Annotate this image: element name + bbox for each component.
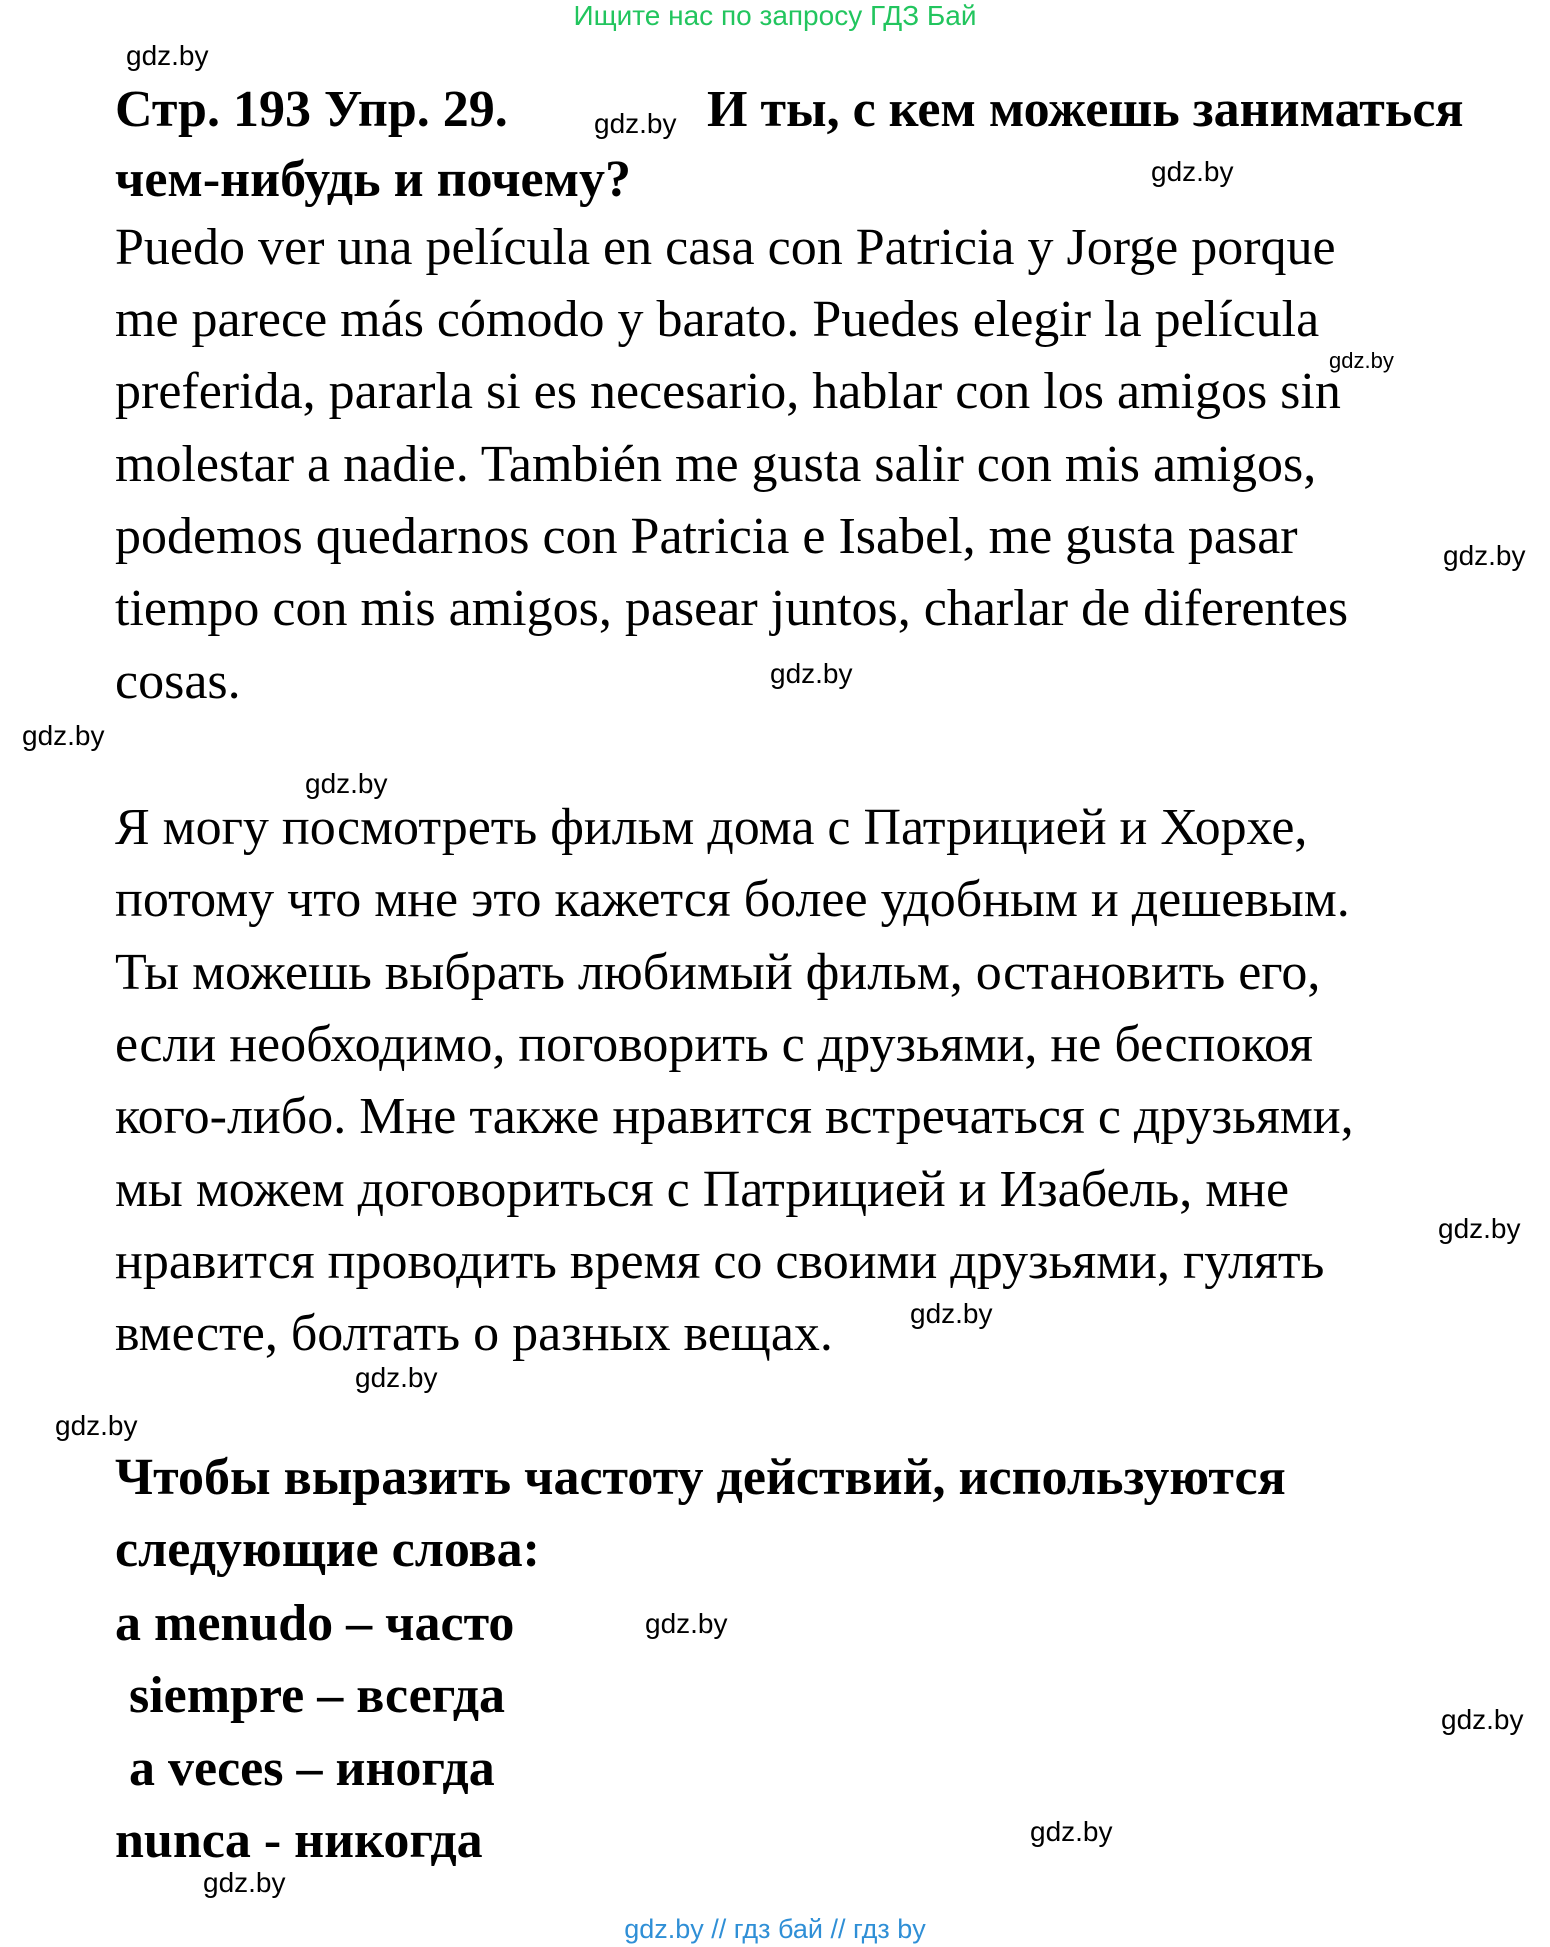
exercise-title bbox=[115, 81, 508, 138]
top-banner[interactable]: Ищите нас по запросу ГДЗ Бай bbox=[573, 0, 977, 31]
watermark: gdz.by bbox=[1441, 1704, 1524, 1735]
russian-line: Ты можешь выбрать любимый фильм, остановить его, bbox=[115, 944, 1321, 1001]
frequency-item: a menudo – часто bbox=[115, 1595, 515, 1652]
watermark: gdz.by bbox=[770, 658, 853, 689]
frequency-item: siempre – всегда bbox=[129, 1667, 506, 1724]
spanish-line: me parece más cómodo y barato. Puedes elegir la película bbox=[115, 291, 1320, 348]
russian-line: Я могу посмотреть фильм дома с Патрицией и Хорхе, bbox=[115, 799, 1308, 856]
russian-line: вместе, болтать о разных вещах. bbox=[115, 1305, 833, 1362]
watermark: gdz.by bbox=[1151, 156, 1234, 187]
watermark: gdz.by bbox=[1438, 1213, 1521, 1244]
watermark: gdz.by bbox=[355, 1362, 438, 1393]
russian-line: мы можем договориться с Патрицией и Изабель, мне bbox=[115, 1161, 1290, 1218]
russian-line: нравится проводить время со своими друзьями, гулять bbox=[115, 1233, 1325, 1290]
watermark: gdz.by bbox=[203, 1867, 286, 1898]
watermark: gdz.by bbox=[305, 768, 388, 799]
frequency-item: a veces – иногда bbox=[129, 1740, 495, 1797]
watermark: gdz.by bbox=[594, 108, 677, 139]
exercise-question-line2: чем-нибудь и почему? bbox=[115, 151, 632, 208]
frequency-heading-line2: следующие слова: bbox=[115, 1521, 540, 1578]
frequency-heading: Чтобы выразить частоту действий, используются bbox=[115, 1449, 1286, 1506]
russian-line: потому что мне это кажется более удобным и дешевым. bbox=[115, 871, 1350, 928]
watermark: gdz.by bbox=[126, 40, 209, 71]
watermark: gdz.by bbox=[1443, 540, 1526, 571]
watermark: gdz.by bbox=[910, 1298, 993, 1329]
spanish-line: cosas. bbox=[115, 653, 241, 710]
watermark: gdz.by bbox=[1329, 348, 1394, 373]
spanish-line: preferida, pararla si es necesario, hablar con los amigos sin bbox=[115, 363, 1341, 420]
exercise-question: И ты, с кем можешь заниматься bbox=[707, 81, 1464, 138]
watermark: gdz.by bbox=[645, 1608, 728, 1639]
watermark: gdz.by bbox=[1030, 1816, 1113, 1847]
russian-line: если необходимо, поговорить с друзьями, не беспокоя bbox=[115, 1016, 1313, 1073]
footer-links[interactable]: gdz.by // гдз бай // гдз by bbox=[624, 1914, 926, 1944]
watermark: gdz.by bbox=[22, 720, 105, 751]
spanish-line: podemos quedarnos con Patricia e Isabel, me gusta pasar bbox=[115, 508, 1298, 565]
spanish-line: tiempo con mis amigos, pasear juntos, charlar de diferentes bbox=[115, 580, 1349, 637]
frequency-item: nunca - никогда bbox=[115, 1812, 483, 1869]
exercise-number: Стр. 193 Упр. 29. bbox=[115, 81, 508, 138]
russian-line: кого-либо. Мне также нравится встречаться с друзьями, bbox=[115, 1088, 1354, 1145]
spanish-line: Puedo ver una película en casa con Patricia y Jorge porque bbox=[115, 219, 1336, 276]
watermark: gdz.by bbox=[55, 1410, 138, 1441]
spanish-line: molestar a nadie. También me gusta salir con mis amigos, bbox=[115, 436, 1317, 493]
